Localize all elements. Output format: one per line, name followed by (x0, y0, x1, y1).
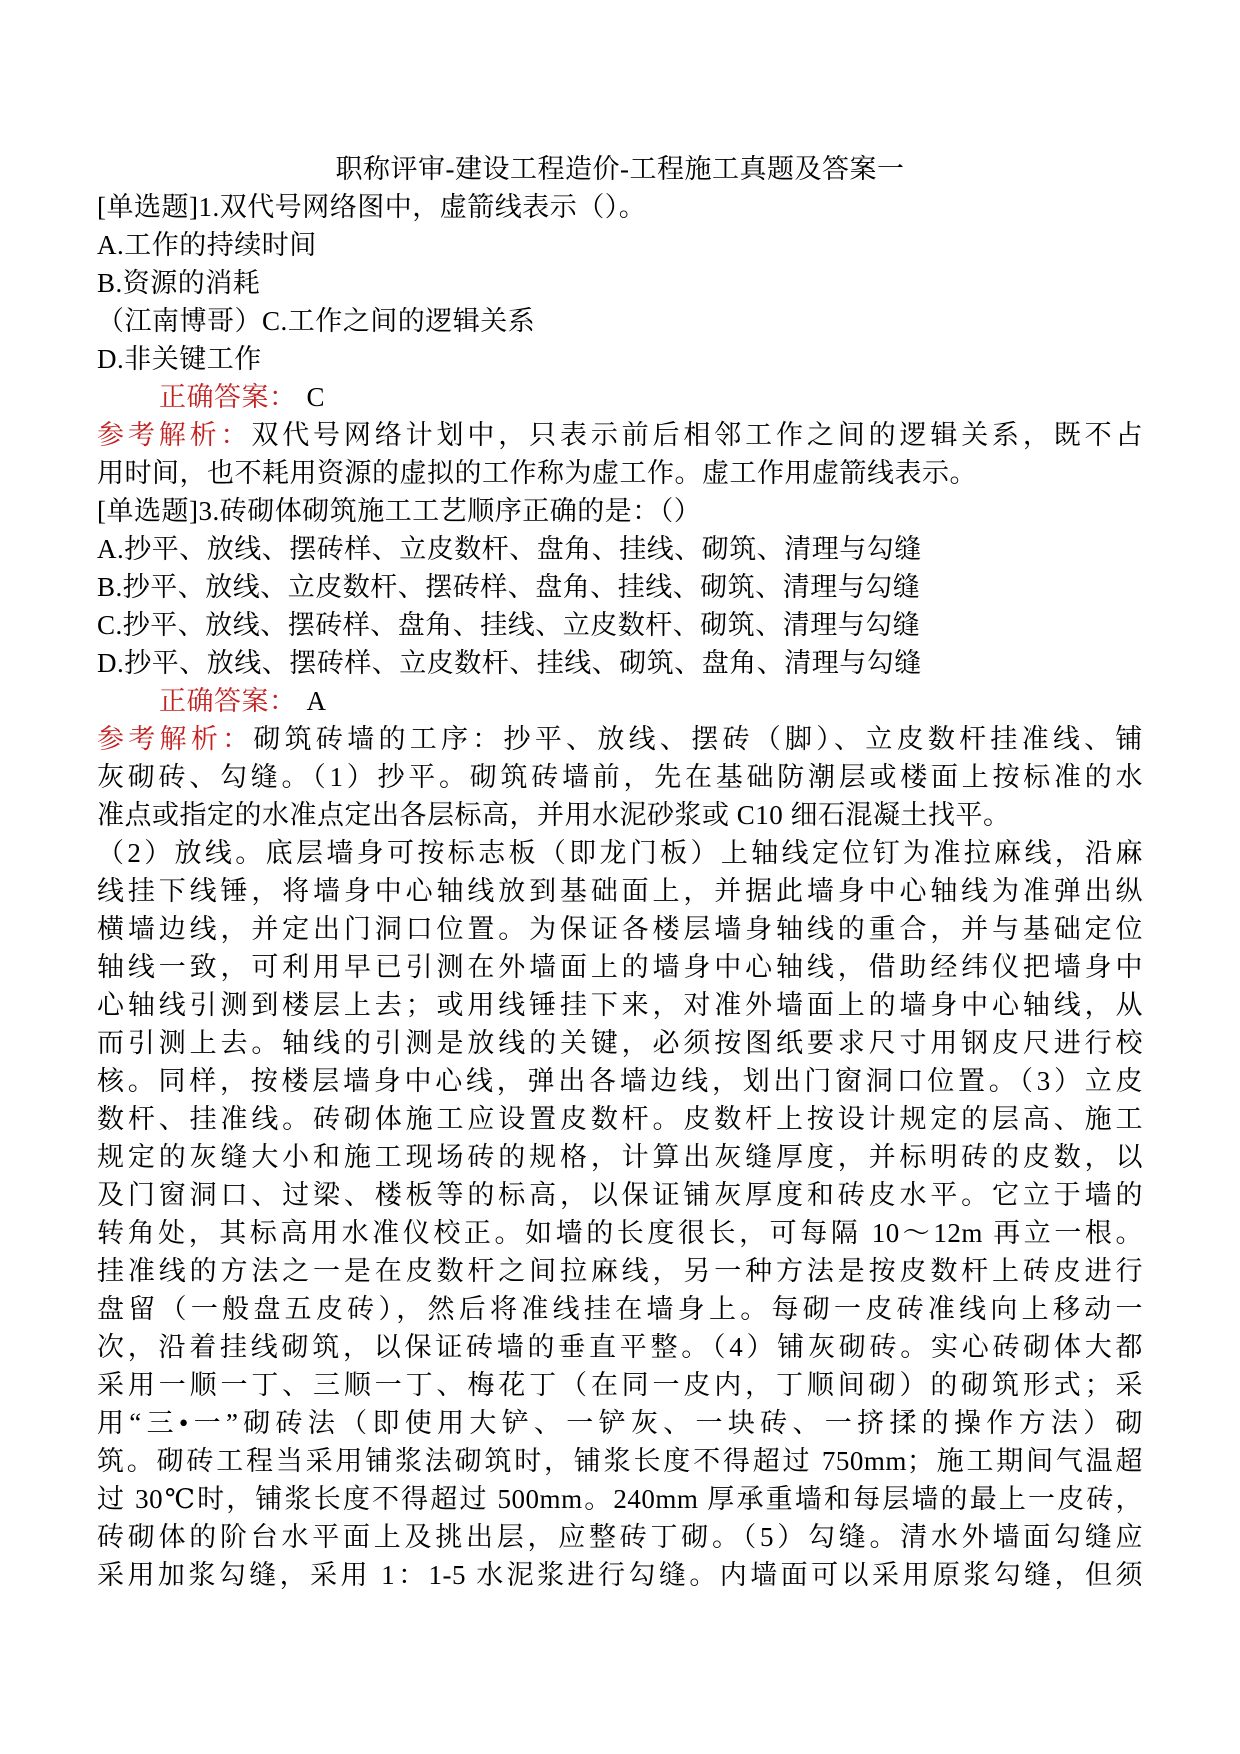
question-3-option-a: A.抄平、放线、摆砖样、立皮数杆、盘角、挂线、砌筑、清理与勾缝 (97, 534, 922, 564)
question-3-analysis-line: 数杆、挂准线。砖砌体施工应设置皮数杆。皮数杆上按设计规定的层高、施工 (97, 1104, 1143, 1134)
question-1-stem: [单选题]1.双代号网络图中，虚箭线表示（）。 (97, 192, 647, 222)
analysis-text: 双代号网络计划中，只表示前后相邻工作之间的逻辑关系，既不占 (251, 420, 1144, 450)
question-3-analysis-line: 砖砌体的阶台水平面上及挑出层，应整砖丁砌。（5）勾缝。清水外墙面勾缝应 (97, 1522, 1143, 1552)
correct-answer-label: 正确答案： (159, 686, 297, 716)
question-3-analysis-line: 采用一顺一丁、三顺一丁、梅花丁（在同一皮内，丁顺间砌）的砌筑形式；采 (97, 1370, 1143, 1400)
question-3-analysis-line: 盘留（一般盘五皮砖），然后将准线挂在墙身上。每砌一皮砖准线向上移动一 (97, 1294, 1143, 1324)
question-3-analysis-line: 转角处，其标高用水准仪校正。如墙的长度很长，可每隔 10～12m 再立一根。 (97, 1218, 1143, 1248)
question-3-option-c: C.抄平、放线、摆砖样、盘角、挂线、立皮数杆、砌筑、清理与勾缝 (97, 610, 921, 640)
question-3-analysis-line: 过 30℃时，铺浆长度不得超过 500mm。240mm 厚承重墙和每层墙的最上一皮砖， (97, 1484, 1143, 1514)
correct-answer-value: A (306, 686, 327, 716)
question-3-analysis-line: 而引测上去。轴线的引测是放线的关键，必须按图纸要求尺寸用钢皮尺进行校 (97, 1028, 1143, 1058)
question-3-analysis-line: 用“三•一”砌砖法（即使用大铲、一铲灰、一块砖、一挤揉的操作方法）砌 (97, 1408, 1143, 1438)
question-3-analysis-line: 规定的灰缝大小和施工现场砖的规格，计算出灰缝厚度，并标明砖的皮数，以 (97, 1142, 1143, 1172)
question-3-option-d: D.抄平、放线、摆砖样、立皮数杆、挂线、砌筑、盘角、清理与勾缝 (97, 648, 922, 678)
question-3-analysis-line: 筑。砌砖工程当采用铺浆法砌筑时，铺浆长度不得超过 750mm；施工期间气温超 (97, 1446, 1143, 1476)
document-content (97, 150, 1143, 1594)
document-title: 职称评审-建设工程造价-工程施工真题及答案一 (335, 154, 905, 184)
question-3-analysis-line: 挂准线的方法之一是在皮数杆之间拉麻线，另一种方法是按皮数杆上砖皮进行 (97, 1256, 1143, 1286)
question-3-analysis-line: 横墙边线，并定出门洞口位置。为保证各楼层墙身轴线的重合，并与基础定位 (97, 914, 1143, 944)
question-3-analysis-line (97, 720, 1143, 758)
question-1-option-d: D.非关键工作 (97, 344, 262, 374)
question-1-option-a: A.工作的持续时间 (97, 230, 317, 260)
correct-answer-value: C (306, 382, 326, 412)
question-1-option-b: B.资源的消耗 (97, 268, 261, 298)
question-3-analysis-line: 轴线一致，可利用早已引测在外墙面上的墙身中心轴线，借助经纬仪把墙身中 (97, 952, 1143, 982)
question-3-answer-line (97, 682, 1143, 720)
question-3-analysis-line: 及门窗洞口、过梁、楼板等的标高，以保证铺灰厚度和砖皮水平。它立于墙的 (97, 1180, 1143, 1210)
question-3-option-b: B.抄平、放线、立皮数杆、摆砖样、盘角、挂线、砌筑、清理与勾缝 (97, 572, 921, 602)
question-3-analysis-line: 核。同样，按楼层墙身中心线，弹出各墙边线，划出门窗洞口位置。（3）立皮 (97, 1066, 1143, 1096)
analysis-text: 砌筑砖墙的工序：抄平、放线、摆砖（脚）、立皮数杆挂准线、铺 (253, 724, 1144, 754)
question-1-option-c: （江南博哥）C.工作之间的逻辑关系 (97, 306, 536, 336)
correct-answer-label: 正确答案： (159, 382, 297, 412)
question-3-stem: [单选题]3.砖砌体砌筑施工工艺顺序正确的是：（） (97, 496, 702, 526)
question-3-analysis-line: 灰砌砖、勾缝。（1）抄平。砌筑砖墙前，先在基础防潮层或楼面上按标准的水 (97, 762, 1143, 792)
question-3-analysis-line: 心轴线引测到楼层上去；或用线锤挂下来，对准外墙面上的墙身中心轴线，从 (97, 990, 1143, 1020)
question-1-analysis-line: 用时间，也不耗用资源的虚拟的工作称为虚工作。虚工作用虚箭线表示。 (97, 458, 977, 488)
question-3-analysis-line: 线挂下线锤，将墙身中心轴线放到基础面上，并据此墙身中心轴线为准弹出纵 (97, 876, 1143, 906)
question-3-analysis-line: （2）放线。底层墙身可按标志板（即龙门板）上轴线定位钉为准拉麻线，沿麻 (97, 838, 1143, 868)
question-3-analysis-line: 采用加浆勾缝，采用 1：1-5 水泥浆进行勾缝。内墙面可以采用原浆勾缝，但须 (97, 1560, 1143, 1590)
question-1-answer-line (97, 378, 1143, 416)
analysis-label: 参考解析： (97, 724, 254, 754)
question-1-analysis-line (97, 416, 1143, 454)
question-3-analysis-line: 准点或指定的水准点定出各层标高，并用水泥砂浆或 C10 细石混凝土找平。 (97, 800, 1011, 830)
question-3-analysis-line: 次，沿着挂线砌筑，以保证砖墙的垂直平整。（4）铺灰砌砖。实心砖砌体大都 (97, 1332, 1143, 1362)
analysis-label: 参考解析： (97, 420, 252, 450)
